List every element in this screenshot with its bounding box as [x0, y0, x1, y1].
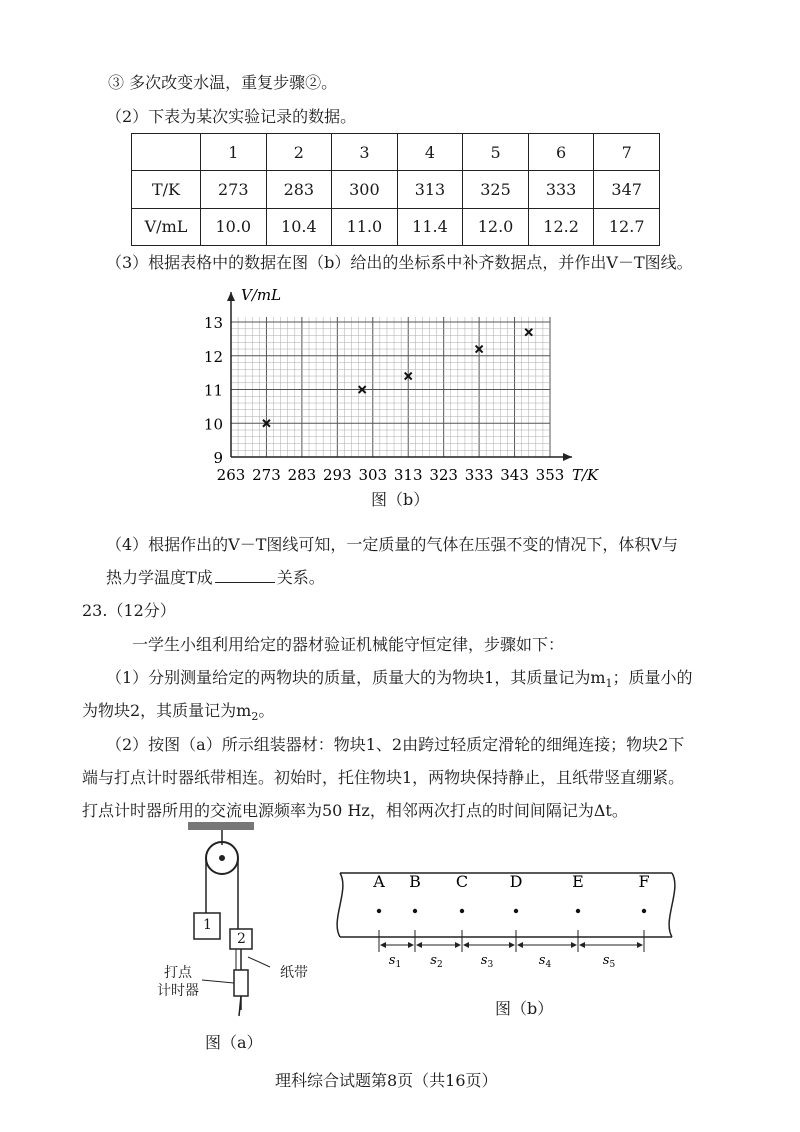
arrow-left-icon — [463, 942, 469, 948]
x-tick-label: 273 — [252, 466, 281, 484]
x-tick-label: 313 — [393, 466, 423, 484]
table-cell: 4 — [397, 134, 463, 171]
figure-a-caption: 图（a） — [205, 1033, 263, 1052]
arrow-left-icon — [416, 942, 422, 948]
tape-point-label: F — [638, 872, 650, 891]
x-tick-label: 323 — [429, 466, 458, 484]
table-cell: 10.0 — [201, 208, 267, 245]
q23-intro: 一学生小组利用给定的器材验证机械能守恒定律，步骤如下： — [132, 635, 565, 654]
segment-label: $s_5$ — [602, 953, 616, 970]
figure-b-caption: 图（b） — [495, 999, 554, 1018]
table-cell: 11.0 — [332, 208, 398, 245]
table-cell: 273 — [201, 171, 267, 208]
tape-dot — [514, 909, 518, 913]
segment-label: $s_2$ — [430, 953, 443, 970]
x-tick-label: 293 — [323, 466, 352, 484]
y-tick-label: 10 — [203, 415, 223, 434]
tape-dot — [576, 909, 580, 913]
table-cell: 1 — [201, 134, 267, 171]
arrow-right-icon — [509, 942, 515, 948]
timer-label-1: 打点 — [164, 965, 192, 981]
arrow-left-icon — [380, 942, 386, 948]
block1-label: 1 — [203, 917, 212, 933]
table-cell: 6 — [528, 134, 594, 171]
q23-p1-d: 。 — [258, 701, 275, 720]
q23-p2-line2: 端与打点计时器纸带相连。初始时，托住物块1，两物块保持静止，且纸带竖直绷紧。 — [82, 768, 685, 787]
y-tick-label: 13 — [203, 314, 223, 333]
tape-dot — [642, 909, 646, 913]
arrow-left-icon — [517, 942, 523, 948]
x-tick-label: 263 — [216, 466, 246, 484]
tape-left-end — [337, 873, 343, 937]
q23-p1-a: （1）分别测量给定的两物块的质量，质量大的为物块1，其质量记为m — [106, 668, 606, 687]
q23-p1-c: 为物块2，其质量记为m — [82, 701, 252, 720]
segment-label-sub: 4 — [545, 960, 552, 970]
x-tick-label: 353 — [535, 466, 565, 484]
table-cell: 300 — [332, 171, 398, 208]
table-cell: 10.4 — [266, 208, 332, 245]
table-row-label: V/mL — [132, 208, 201, 245]
q4-text-line1: （4）根据作出的V－T图线可知，一定质量的气体在压强不变的情况下，体积V与 — [106, 535, 678, 554]
x-tick-label: 333 — [464, 466, 494, 484]
q23-p1-sub2: 2 — [251, 710, 259, 724]
table-cell: 3 — [332, 134, 398, 171]
arrow-left-icon — [579, 942, 585, 948]
tape-strip — [337, 872, 675, 970]
table-row-label: T/K — [132, 171, 201, 208]
q23-title: 23.（12分） — [82, 601, 176, 620]
table-cell: 347 — [594, 171, 660, 208]
arrow-right-icon — [455, 942, 461, 948]
table-cell: 283 — [266, 171, 332, 208]
segment-label-sub: 1 — [395, 960, 402, 970]
q3-text: （3）根据表格中的数据在图（b）给出的坐标系中补齐数据点，并作出V－T图线。 — [106, 253, 693, 272]
tape-point-label: D — [509, 872, 523, 891]
step3-text: ③ 多次改变水温，重复步骤②。 — [108, 73, 338, 92]
table-cell: 325 — [463, 171, 529, 208]
tape-label: 纸带 — [280, 965, 308, 981]
block2-label: 2 — [237, 931, 246, 947]
q2-text: （2）下表为某次实验记录的数据。 — [106, 107, 357, 126]
q23-p2-line1: （2）按图（a）所示组装器材：物块1、2由跨过轻质定滑轮的细绳连接；物块2下 — [106, 735, 685, 754]
table-cell: 5 — [463, 134, 529, 171]
table-cell: 333 — [528, 171, 594, 208]
q23-p1-sub1: 1 — [605, 677, 613, 691]
x-tick-label: 283 — [287, 466, 317, 484]
table-cell: 12.7 — [594, 208, 660, 245]
tape-point-label: B — [409, 872, 421, 891]
arrow-right-icon — [408, 942, 414, 948]
table-cell: 12.2 — [528, 208, 594, 245]
tape-dot — [460, 909, 464, 913]
table-cell: 2 — [266, 134, 332, 171]
q4-text-2a: 热力学温度T成 — [106, 568, 213, 587]
table-cell: 12.0 — [463, 208, 529, 245]
segment-label: $s_4$ — [538, 953, 552, 970]
q4-text-2b: 关系。 — [276, 568, 325, 587]
tape-point-label: A — [373, 872, 385, 891]
page-footer: 理科综合试题第8页（共16页） — [275, 1071, 498, 1090]
timer-label-2: 计时器 — [157, 983, 199, 999]
segment-label-sub: 3 — [487, 960, 494, 970]
segment-label: $s_3$ — [480, 953, 494, 970]
x-tick-label: 343 — [500, 466, 529, 484]
x-tick-label: 303 — [358, 466, 388, 484]
tape-point-label: E — [572, 872, 584, 891]
tape-dot — [413, 909, 417, 913]
segment-label-sub: 5 — [609, 960, 616, 970]
segment-label: $s_1$ — [388, 953, 402, 970]
arrow-right-icon — [637, 942, 643, 948]
y-tick-label: 12 — [203, 347, 223, 366]
table-cell: 313 — [397, 171, 463, 208]
tape-point-label: C — [455, 872, 469, 891]
tape-right-end — [669, 873, 675, 937]
q23-p2-line3: 打点计时器所用的交流电源频率为50 Hz，相邻两次打点的时间间隔记为Δt。 — [82, 801, 628, 820]
arrow-right-icon — [571, 942, 577, 948]
segment-label-sub: 2 — [436, 960, 443, 970]
table-cell: 7 — [594, 134, 660, 171]
y-tick-label: 9 — [213, 449, 223, 467]
table-cell: 11.4 — [397, 208, 463, 245]
q23-p1-b: ；质量小的 — [612, 668, 693, 687]
y-axis-label: V/mL — [241, 286, 282, 304]
chart-caption: 图（b） — [371, 490, 430, 509]
y-tick-label: 11 — [203, 381, 223, 400]
x-axis-label: T/K — [572, 466, 599, 484]
tape-dot — [377, 909, 381, 913]
